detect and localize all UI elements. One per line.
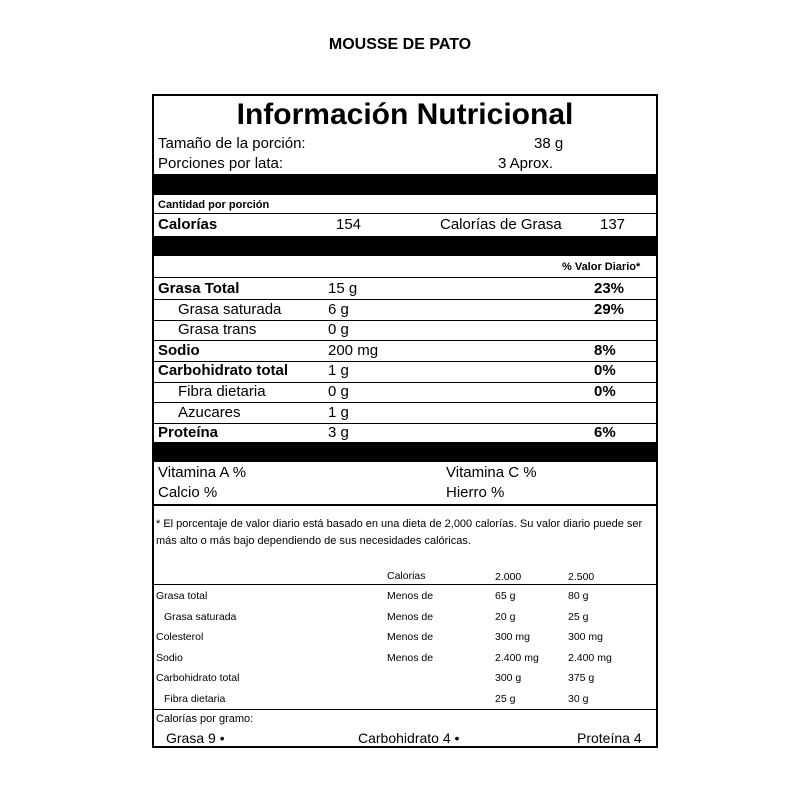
footnote-line-1: * El porcentaje de valor diario está basado en una dieta de 2,000 calorías. Su valor diario puede ser [156, 518, 643, 530]
dv-row-name: Carbohidrato total [156, 672, 240, 685]
product-name: MOUSSE DE PATO [328, 36, 472, 53]
dv-row-name: Sodio [156, 651, 183, 664]
divider [154, 213, 656, 214]
dv-row-2500: 375 g [568, 672, 595, 685]
nutrient-amount: 15 g [328, 280, 358, 297]
thick-divider [154, 442, 656, 462]
amount-per-serving-header: Cantidad por porción [158, 199, 270, 211]
nutrient-daily-value: 23% [594, 280, 625, 297]
servings-per-label: Porciones por lata: [158, 155, 284, 172]
vitamin-a: Vitamina A % [158, 464, 247, 481]
dv-table-header-label: Calorias [387, 570, 426, 582]
row-divider [154, 340, 656, 341]
nutrient-daily-value: 29% [594, 300, 625, 318]
calories-from-fat-label: Calorías de Grasa [440, 216, 562, 233]
nutrient-label: Grasa Total [158, 280, 240, 297]
dv-row-qualifier: Menos de [387, 610, 434, 623]
row-divider [154, 423, 656, 424]
nutrient-label: Proteína [158, 424, 219, 442]
serving-size-value: 38 g [534, 135, 564, 152]
nutrient-label: Grasa trans [178, 321, 257, 339]
dv-row-name: Colesterol [156, 631, 204, 644]
calories-from-fat-value: 137 [600, 216, 626, 233]
dv-table-header-2500: 2.500 [568, 571, 595, 583]
protein-calories-per-gram: Proteína 4 [577, 730, 642, 746]
calories-per-gram-label: Calorías por gramo: [156, 713, 254, 725]
nutrient-amount: 3 g [328, 424, 349, 442]
daily-value-header: % Valor Diario* [562, 261, 641, 273]
dv-row-2000: 300 g [495, 672, 522, 685]
dv-row-2500: 2.400 mg [568, 651, 612, 664]
dv-row-2000: 300 mg [495, 631, 531, 644]
carb-calories-per-gram: Carbohidrato 4 • [358, 730, 460, 746]
panel-title: Información Nutricional [236, 98, 574, 131]
dv-row-2000: 2.400 mg [495, 651, 539, 664]
nutrient-amount: 6 g [328, 300, 349, 318]
dv-row-qualifier: Menos de [387, 631, 434, 644]
thick-divider [154, 236, 656, 256]
dv-row-2500: 25 g [568, 610, 589, 623]
nutrient-amount: 0 g [328, 383, 349, 400]
nutrient-amount: 1 g [328, 403, 349, 421]
nutrient-amount: 0 g [328, 321, 349, 339]
calcium: Calcio % [158, 484, 218, 501]
nutrient-label: Grasa saturada [178, 300, 282, 318]
nutrient-label: Carbohidrato total [158, 362, 288, 380]
dv-table-header-2000: 2.000 [495, 571, 522, 583]
nutrient-daily-value: 0% [594, 383, 616, 400]
divider [154, 277, 656, 278]
dv-row-2000: 20 g [495, 610, 516, 623]
vitamin-c: Vitamina C % [446, 464, 537, 481]
dv-row-name: Grasa total [156, 590, 208, 602]
calories-label: Calorías [158, 216, 218, 233]
calories-value: 154 [336, 216, 362, 233]
nutrient-amount: 200 mg [328, 341, 379, 359]
dv-row-name: Grasa saturada [164, 610, 237, 623]
divider [154, 584, 656, 585]
nutrient-daily-value: 6% [594, 424, 616, 442]
nutrition-facts-panel [152, 94, 658, 748]
serving-size-label: Tamaño de la porción: [158, 135, 306, 152]
fat-calories-per-gram: Grasa 9 • [166, 730, 225, 746]
thick-divider [154, 174, 656, 195]
nutrient-daily-value: 8% [594, 341, 616, 359]
servings-per-value: 3 Aprox. [498, 155, 554, 172]
dv-row-qualifier: Menos de [387, 590, 434, 602]
dv-row-2000: 25 g [495, 693, 516, 705]
divider [154, 504, 656, 506]
nutrient-label: Azucares [178, 403, 241, 421]
nutrient-label: Sodio [158, 341, 200, 359]
dv-row-2500: 300 mg [568, 631, 604, 644]
nutrient-amount: 1 g [328, 362, 349, 380]
dv-row-qualifier: Menos de [387, 651, 434, 664]
footnote-line-2: más alto o más bajo dependiendo de sus necesidades calóricas. [156, 535, 471, 547]
nutrient-daily-value: 0% [594, 362, 616, 380]
dv-row-2500: 80 g [568, 590, 589, 602]
nutrient-label: Fibra dietaria [178, 383, 266, 400]
divider [154, 709, 656, 710]
dv-row-2000: 65 g [495, 590, 516, 602]
dv-row-name: Fibra dietaria [164, 693, 226, 705]
dv-row-2500: 30 g [568, 693, 589, 705]
iron: Hierro % [446, 484, 505, 501]
